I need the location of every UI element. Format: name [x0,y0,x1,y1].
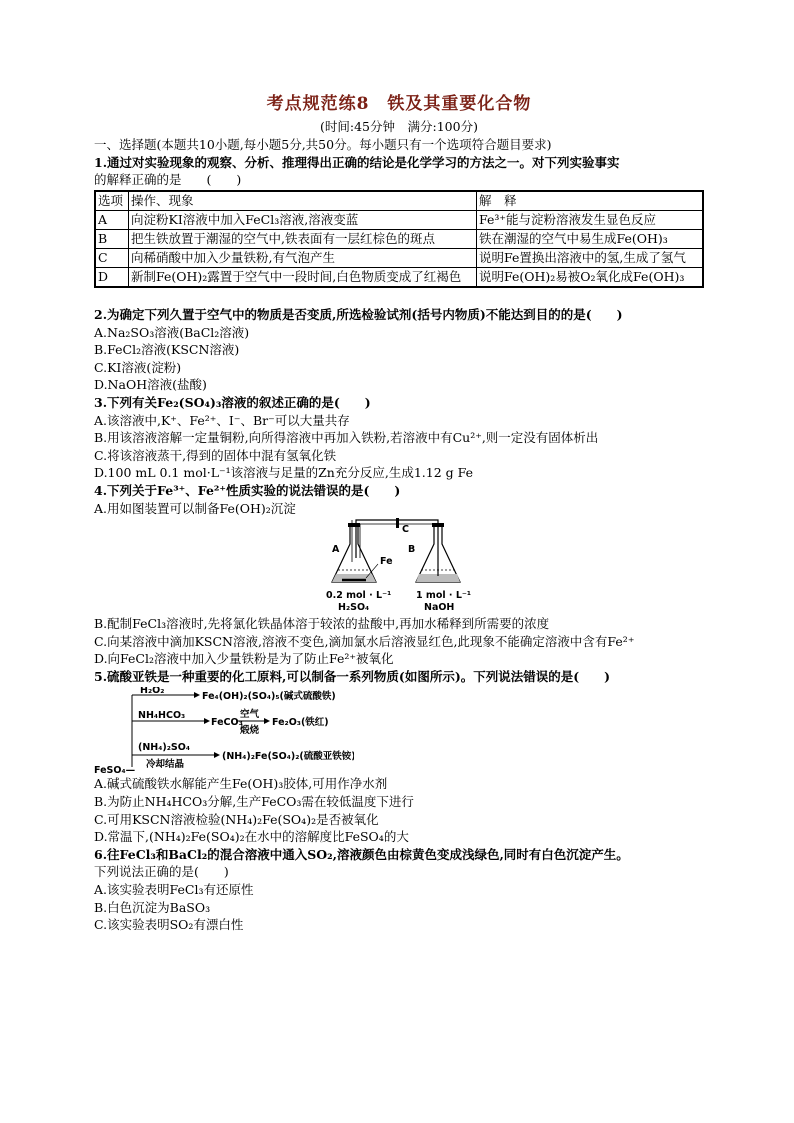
ferrous-sulfate-flow-figure [94,687,354,775]
table-cell-operation: 新制Fe(OH)₂露置于空气中一段时间,白色物质变成了红褐色 [129,267,477,287]
table-row [95,210,703,229]
question-5-option-b: B.为防止NH₄HCO₃分解,生产FeCO₃需在较低温度下进行 [94,794,414,810]
question-6-option-c: C.该实验表明SO₂有漂白性 [94,917,244,933]
question-3-stem: 3.下列有关Fe₂(SO₄)₃溶液的叙述正确的是( ) [94,394,371,410]
ferrous-sulfate-flow-drawing [94,687,354,775]
flow-branch1-product: Fe₄(OH)₂(SO₄)₅(碱式硫酸铁) [202,691,336,703]
question-6-stem-line2: 下列说法正确的是( ) [94,864,229,880]
flow-branch2-reagent: NH₄HCO₃ [138,710,186,722]
table-header-cell: 解 释 [477,191,704,211]
figure-label-c: C [402,524,409,536]
figure-right-reagent: NaOH [424,602,455,614]
table-cell-option: D [95,267,129,287]
figure-label-fe: Fe [380,556,393,568]
question-2-option-d: D.NaOH溶液(盐酸) [94,377,207,393]
question-3-option-b: B.用该溶液溶解一定量铜粉,向所得溶液中再加入铁粉,若溶液中有Cu²⁺,则一定没有固体析出 [94,430,599,446]
question-1-stem-line2: 的解释正确的是 ( ) [94,172,242,188]
question-4-stem: 4.下列关于Fe³⁺、Fe²⁺性质实验的说法错误的是( ) [94,482,401,498]
question-3-option-c: C.将该溶液蒸干,得到的固体中混有氢氧化铁 [94,447,337,463]
table-header-row [95,191,703,211]
question-5-option-c: C.可用KSCN溶液检验(NH₄)₂Fe(SO₄)₂是否被氧化 [94,811,379,827]
question-6-option-b: B.白色沉淀为BaSO₃ [94,899,211,915]
table-row [95,248,703,267]
table-cell-option: B [95,229,129,248]
question-2-option-a: A.Na₂SO₃溶液(BaCl₂溶液) [94,324,250,340]
flow-branch2-product: Fe₂O₃(铁红) [272,717,329,729]
flow-branch3-product: (NH₄)₂Fe(SO₄)₂(硫酸亚铁铵) [222,751,354,763]
table-row [95,267,703,287]
table-cell-explanation: Fe³⁺能与淀粉溶液发生显色反应 [477,210,704,229]
question-3-option-a: A.该溶液中,K⁺、Fe²⁺、I⁻、Br⁻可以大量共存 [94,412,350,428]
table-cell-operation: 向稀硝酸中加入少量铁粉,有气泡产生 [129,248,477,267]
table-row [95,229,703,248]
flow-source: FeSO₄— [94,765,136,776]
flow-branch2-intermediate: FeCO₃ [211,717,243,729]
table-cell-explanation: 说明Fe置换出溶液中的氢,生成了氢气 [477,248,704,267]
page-subtitle: (时间:45分钟 满分:100分) [320,118,478,134]
table-cell-explanation: 铁在潮湿的空气中易生成Fe(OH)₃ [477,229,704,248]
figure-right-concentration: 1 mol · L⁻¹ [416,590,472,602]
table-cell-option: A [95,210,129,229]
question-5-option-d: D.常温下,(NH₄)₂Fe(SO₄)₂在水中的溶解度比FeSO₄的大 [94,829,409,845]
table-cell-option: C [95,248,129,267]
table-cell-operation: 向淀粉KI溶液中加入FeCl₃溶液,溶液变蓝 [129,210,477,229]
question-3-option-d: D.100 mL 0.1 mol·L⁻¹该溶液与足量的Zn充分反应,生成1.12 g Fe [94,465,473,481]
question-6-stem-line1: 6.往FeCl₃和BaCl₂的混合溶液中通入SO₂,溶液颜色由棕黄色变成浅绿色,同时有白色沉淀产生。 [94,846,629,862]
question-2-stem: 2.为确定下列久置于空气中的物质是否变质,所选检验试剂(括号内物质)不能达到目的的是( ) [94,306,623,322]
question-4-option-a: A.用如图装置可以制备Fe(OH)₂沉淀 [94,500,296,516]
question-4-option-d: D.向FeCl₂溶液中加入少量铁粉是为了防止Fe²⁺被氧化 [94,651,394,667]
flow-branch3-condition: 冷却结晶 [146,759,185,771]
table-header-cell: 操作、现象 [129,191,477,211]
table-header-cell: 选项 [95,191,129,211]
flow-branch3-reagent: (NH₄)₂SO₄ [138,742,190,754]
flow-branch2-condition-top: 空气 [240,709,260,721]
question-2-option-c: C.KI溶液(淀粉) [94,359,182,375]
question-4-option-c: C.向某溶液中滴加KSCN溶液,溶液不变色,滴加氯水后溶液显红色,此现象不能确定溶液中含有Fe²⁺ [94,633,635,649]
figure-label-b: B [408,544,416,556]
flow-branch1-reagent: H₂O₂ [140,687,165,697]
figure-left-reagent: H₂SO₄ [338,602,370,614]
question-4-option-b: B.配制FeCl₃溶液时,先将氯化铁晶体溶于较浓的盐酸中,再加水稀释到所需要的浓度 [94,616,550,632]
section-heading: 一、选择题(本题共10小题,每小题5分,共50分。每小题只有一个选项符合题目要求) [94,137,552,153]
question-1-stem-line1: 1.通过对实验现象的观察、分析、推理得出正确的结论是化学学习的方法之一。对下列实验事实 [94,154,620,170]
question-5-option-a: A.碱式硫酸铁水解能产生Fe(OH)₃胶体,可用作净水剂 [94,776,388,792]
flask-apparatus-figure [326,518,476,614]
figure-left-concentration: 0.2 mol · L⁻¹ [326,590,392,602]
question-2-option-b: B.FeCl₂溶液(KSCN溶液) [94,342,240,358]
worksheet-page [94,96,704,934]
figure-label-a: A [332,544,340,556]
table-cell-operation: 把生铁放置于潮湿的空气中,铁表面有一层红棕色的斑点 [129,229,477,248]
page-title: 考点规范练8 铁及其重要化合物 [266,94,532,114]
question-6-option-a: A.该实验表明FeCl₃有还原性 [94,882,254,898]
table-cell-explanation: 说明Fe(OH)₂易被O₂氧化成Fe(OH)₃ [477,267,704,287]
flow-branch2-condition-bottom: 煅烧 [240,725,260,737]
flask-apparatus-drawing [326,518,476,614]
question-1-table [94,190,704,288]
question-5-stem: 5.硫酸亚铁是一种重要的化工原料,可以制备一系列物质(如图所示)。下列说法错误的是( ) [94,668,611,684]
